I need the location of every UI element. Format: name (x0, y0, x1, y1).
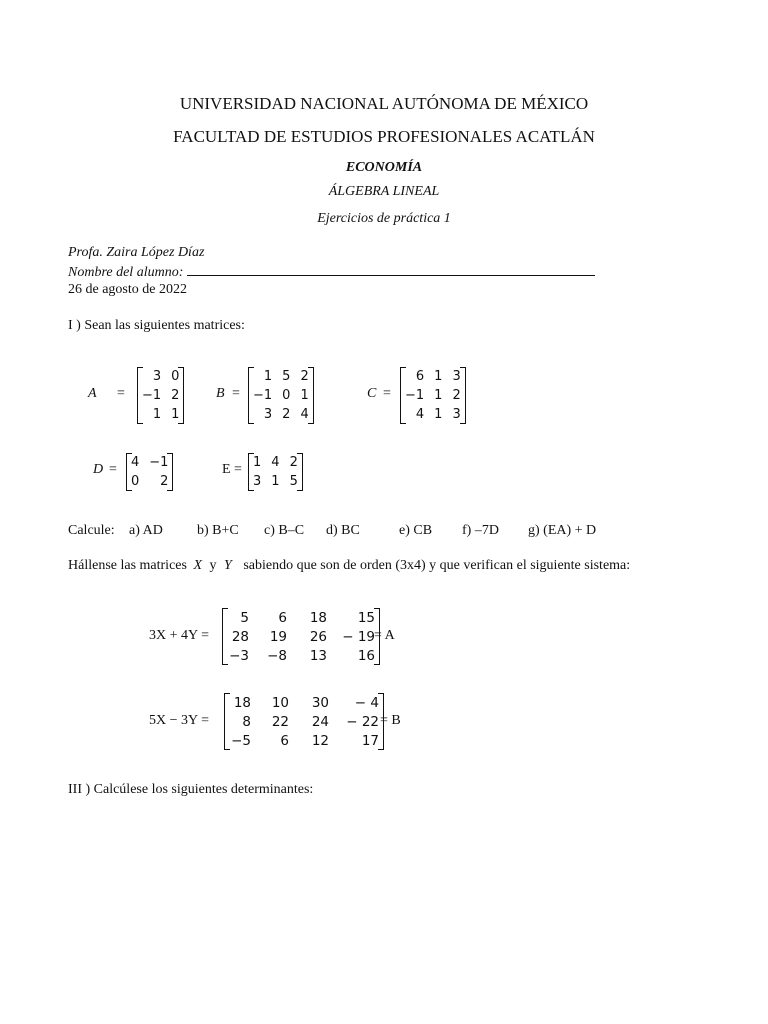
matrix-cell: 3 (263, 407, 273, 422)
table-row (248, 472, 303, 491)
teacher-name: Profa. Zaira López Díaz (68, 245, 205, 260)
matrix-cell: 18 (309, 609, 327, 626)
section3-intro: III ) Calcúlese los siguientes determinantes: (68, 782, 314, 797)
matrix-cell: 4 (271, 455, 280, 470)
eq1-matrix (222, 608, 380, 665)
matrix-cell: 2 (282, 407, 291, 422)
student-name-line[interactable] (187, 263, 595, 276)
course-title: ÁLGEBRA LINEAL (328, 184, 440, 199)
eq1-matrix-table (222, 608, 380, 665)
calc-item-a: a) AD (129, 523, 163, 538)
matrix-cell: 15 (357, 609, 375, 626)
table-row (126, 472, 173, 491)
matrix-a-label: A (88, 386, 97, 401)
matrix-cell: −1 (253, 388, 273, 403)
matrix-cell: 3 (452, 369, 461, 384)
matrix-cell: 13 (309, 647, 327, 664)
eq1-lhs: 3X + 4Y = (149, 628, 209, 643)
matrix-cell: 1 (300, 388, 309, 403)
matrix-e-label: E = (222, 462, 242, 477)
matrix-cell: 16 (357, 647, 375, 664)
matrix-cell: 19 (269, 628, 287, 645)
table-row (224, 712, 384, 731)
table-row (248, 367, 314, 386)
matrix-e (248, 453, 303, 491)
matrix-cell: − 22 (346, 713, 379, 730)
matrix-a-table (137, 367, 184, 424)
matrix-cell: 10 (271, 694, 289, 711)
matrix-cell: 6 (280, 732, 289, 749)
matrix-b-table (248, 367, 314, 424)
matrix-cell: 1 (152, 407, 162, 422)
matrix-cell: 0 (171, 369, 180, 384)
matrix-cell: 5 (240, 609, 249, 626)
matrix-cell: −3 (229, 647, 249, 664)
matrix-cell: 0 (282, 388, 291, 403)
table-row (126, 453, 173, 472)
matrix-cell: 0 (131, 474, 140, 489)
matrix-cell: 6 (415, 369, 425, 384)
calc-item-b: b) B+C (197, 523, 239, 538)
table-row (222, 627, 380, 646)
matrix-cell: 28 (231, 628, 249, 645)
matrix-cell: 5 (282, 369, 291, 384)
matrix-cell: 8 (242, 713, 251, 730)
matrix-d (126, 453, 173, 491)
table-row (248, 386, 314, 405)
matrix-cell: 2 (289, 455, 298, 470)
matrix-cell: −1 (142, 388, 162, 403)
date: 26 de agosto de 2022 (68, 282, 187, 297)
matrix-cell: 2 (171, 388, 180, 403)
matrix-cell: 2 (160, 474, 169, 489)
matrix-cell: 5 (289, 474, 298, 489)
calc-item-c: c) B–C (264, 523, 305, 538)
table-row (224, 731, 384, 750)
matrix-c-table (400, 367, 466, 424)
eq2-rhs: = B (380, 713, 401, 728)
matrix-cell: 1 (171, 407, 180, 422)
matrix-cell: 18 (233, 694, 251, 711)
section2-intro: Hállense las matrices X y Y sabiendo que son de orden (3x4) y que verifican el siguiente sistema: (68, 558, 631, 573)
matrix-cell: − 4 (354, 694, 379, 711)
matrix-d-table (126, 453, 173, 491)
matrix-e-table (248, 453, 303, 491)
table-row (137, 367, 184, 386)
student-name-row (68, 263, 595, 281)
eq2-matrix-table (224, 693, 384, 750)
table-row (400, 367, 466, 386)
matrix-cell: 30 (311, 694, 329, 711)
matrix-cell: 1 (271, 474, 280, 489)
calc-item-f: f) –7D (462, 523, 499, 538)
table-row (222, 646, 380, 665)
matrix-cell: 1 (434, 369, 443, 384)
matrix-cell: −8 (267, 647, 287, 664)
matrix-cell: 1 (253, 455, 262, 470)
eq2-lhs: 5X − 3Y = (149, 713, 209, 728)
matrix-b (248, 367, 314, 424)
matrix-cell: 6 (278, 609, 287, 626)
matrix-cell: −1 (149, 455, 169, 470)
matrix-cell: 4 (415, 407, 425, 422)
matrix-a-eq: = (117, 386, 125, 401)
matrix-cell: 3 (152, 369, 162, 384)
matrix-cell: 24 (311, 713, 329, 730)
matrix-cell: 1 (263, 369, 273, 384)
matrix-cell: − 19 (342, 628, 375, 645)
calc-item-g: g) (EA) + D (528, 523, 597, 538)
matrix-a (137, 367, 184, 424)
matrix-cell: 4 (300, 407, 309, 422)
program-title: ECONOMÍA (345, 160, 423, 175)
university-title: UNIVERSIDAD NACIONAL AUTÓNOMA DE MÉXICO (179, 94, 589, 113)
matrix-cell: 4 (131, 455, 140, 470)
matrix-cell: 17 (361, 732, 379, 749)
table-row (400, 386, 466, 405)
table-row (400, 405, 466, 424)
matrix-c-label: C (367, 386, 377, 401)
exercise-title: Ejercicios de práctica 1 (317, 211, 451, 226)
calc-item-e: e) CB (399, 523, 433, 538)
calc-item-d: d) BC (326, 523, 360, 538)
calc-label: Calcule: (68, 523, 115, 538)
matrix-c (400, 367, 466, 424)
matrix-cell: 3 (253, 474, 262, 489)
matrix-cell: 2 (452, 388, 461, 403)
eq2-matrix (224, 693, 384, 750)
table-row (224, 693, 384, 712)
matrix-d-label: D (93, 462, 104, 477)
matrix-cell: 3 (452, 407, 461, 422)
matrix-cell: 2 (300, 369, 309, 384)
matrix-cell: 22 (271, 713, 289, 730)
table-row (222, 608, 380, 627)
matrix-b-label: B (216, 386, 225, 401)
faculty-title: FACULTAD DE ESTUDIOS PROFESIONALES ACATLÁN (173, 127, 595, 146)
matrix-b-eq: = (232, 386, 240, 401)
matrix-c-eq: = (383, 386, 391, 401)
matrix-cell: 1 (434, 407, 443, 422)
table-row (137, 386, 184, 405)
table-row (137, 405, 184, 424)
matrix-cell: 26 (309, 628, 327, 645)
matrix-cell: −1 (405, 388, 425, 403)
student-label: Nombre del alumno: (68, 265, 184, 280)
section1-intro: I ) Sean las siguientes matrices: (68, 318, 245, 333)
matrix-cell: 12 (311, 732, 329, 749)
matrix-d-eq: = (109, 462, 117, 477)
matrix-cell: 1 (434, 388, 443, 403)
table-row (248, 405, 314, 424)
table-row (248, 453, 303, 472)
matrix-cell: −5 (231, 732, 251, 749)
eq1-rhs: = A (374, 628, 395, 643)
